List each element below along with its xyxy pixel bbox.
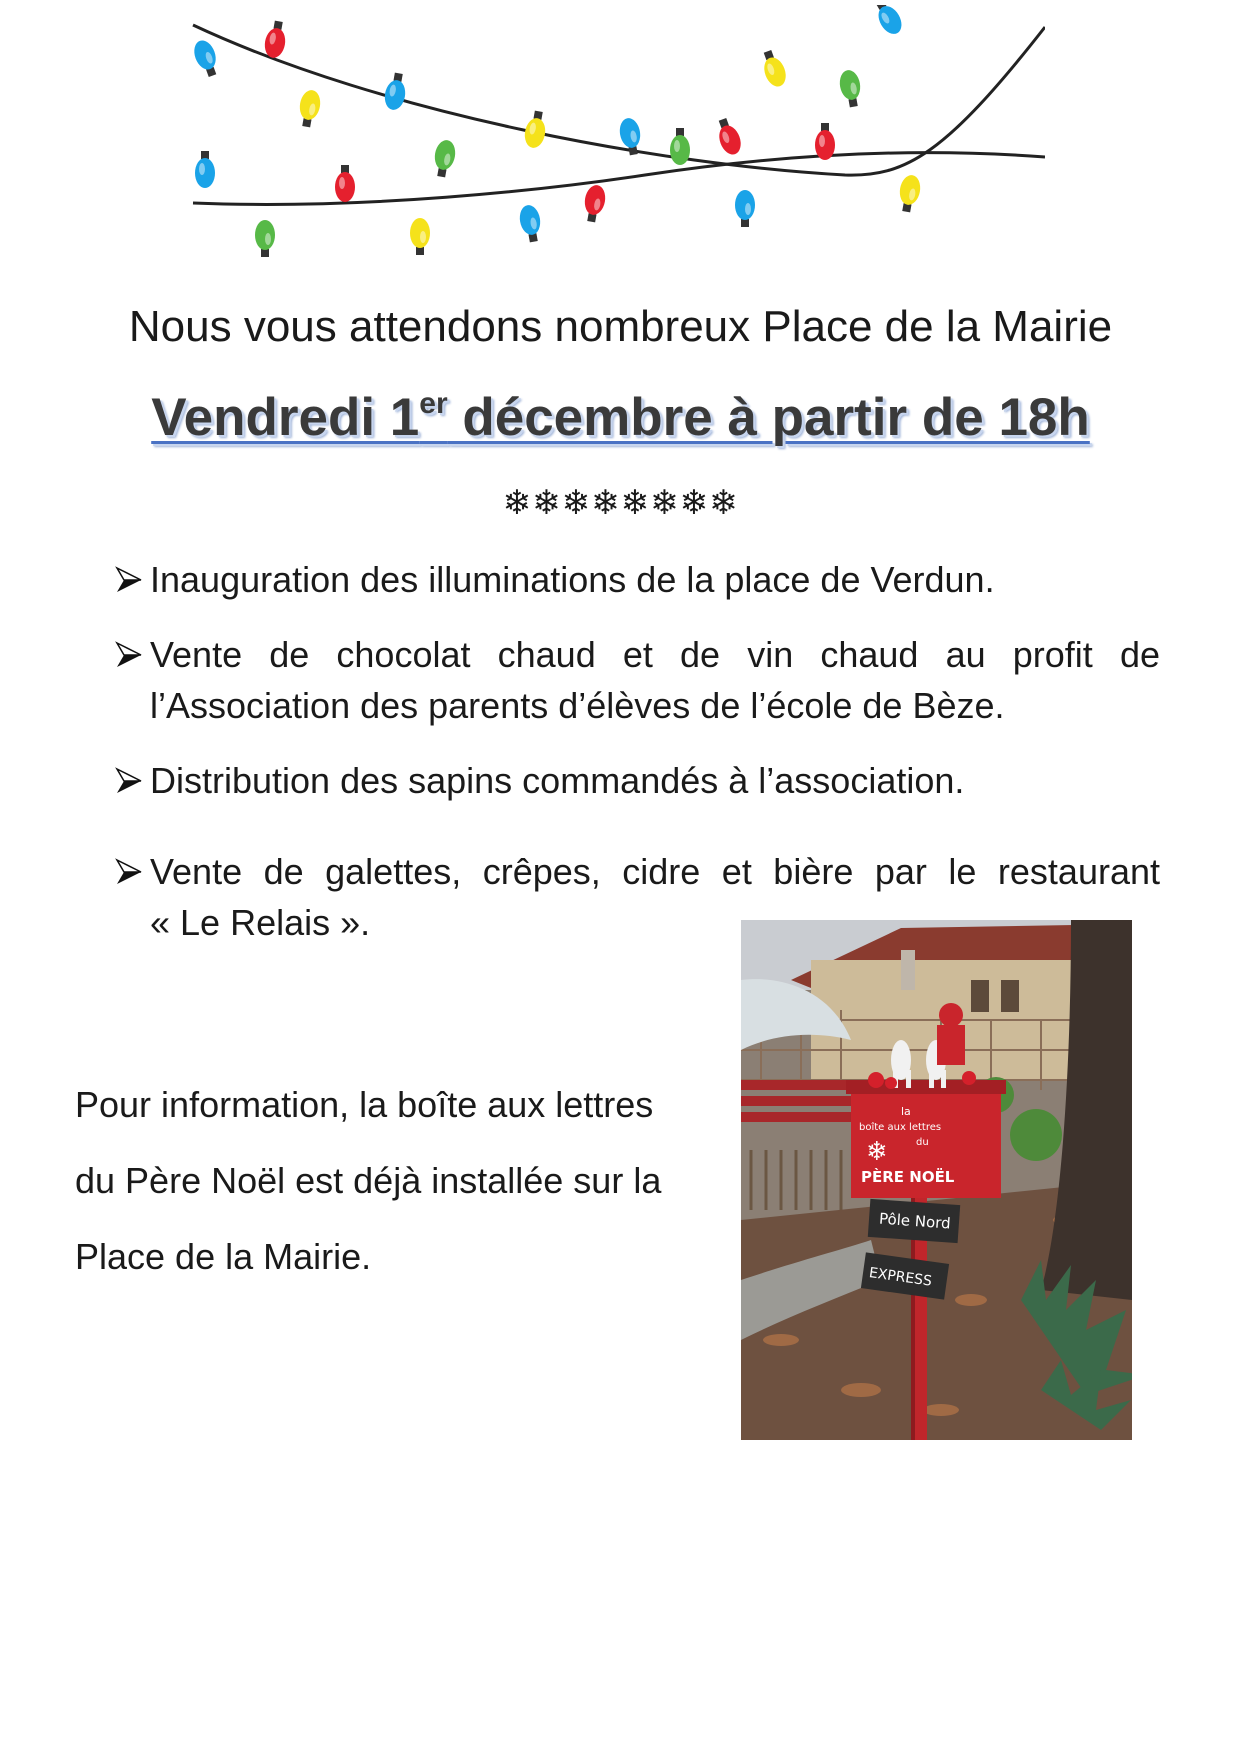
bullet-text: Distribution des sapins commandés à l’association.	[150, 760, 965, 801]
mailbox-text-pere-noel: PÈRE NOËL	[861, 1168, 955, 1186]
headline-day: Vendredi 1	[151, 388, 420, 447]
light-bulb-icon	[735, 190, 755, 227]
snowflake-divider: ❄❄❄❄❄❄❄❄	[502, 483, 739, 523]
bullet-text-line-2: « Le Relais ».	[150, 902, 371, 943]
light-bulb-icon	[431, 138, 457, 178]
light-bulb-icon	[713, 116, 744, 158]
sign-express: EXPRESS	[867, 1265, 933, 1290]
santa-mailbox-photo	[741, 920, 1132, 1440]
mailbox-text-la: la	[901, 1105, 911, 1118]
sign-pole-nord: Pôle Nord	[878, 1209, 952, 1233]
light-bulb-icon	[296, 88, 322, 128]
light-bulb-icon	[190, 37, 221, 79]
mailbox-text-boite: boîte aux lettres	[859, 1122, 942, 1133]
bullet-item	[115, 755, 1160, 806]
arrow-bullet-icon	[115, 554, 149, 594]
info-line: du Père Noël est déjà installée sur la	[75, 1160, 662, 1201]
light-bulb-icon	[815, 123, 835, 160]
headline-rest: décembre à partir de 18h	[447, 388, 1090, 447]
event-date-headline	[0, 383, 1241, 453]
arrow-bullet-icon	[115, 755, 149, 795]
bullet-item	[115, 554, 1160, 605]
bullet-item	[115, 629, 1160, 731]
light-bulb-icon	[870, 5, 906, 38]
light-bulb-icon	[581, 183, 607, 223]
light-bulb-icon	[896, 173, 922, 213]
arrow-bullet-icon	[115, 846, 149, 886]
light-bulb-icon	[335, 165, 355, 202]
info-line: Pour information, la boîte aux lettres	[75, 1084, 654, 1125]
light-bulb-icon	[410, 218, 430, 255]
light-bulb-icon	[518, 203, 544, 243]
snowflake-icon: ❄	[866, 1137, 888, 1167]
arrow-bullet-icon	[115, 629, 149, 669]
info-line: Place de la Mairie.	[75, 1236, 372, 1277]
bullet-text-line-1: Vente de galettes, crêpes, cidre et bière par le restaurant	[150, 851, 1160, 892]
light-bulb-icon	[255, 220, 275, 257]
light-bulb-icon	[523, 110, 549, 150]
light-bulb-icon	[758, 48, 789, 90]
headline-ordinal: er	[419, 387, 448, 420]
bullet-text: Inauguration des illuminations de la place de Verdun.	[150, 559, 995, 600]
light-bulb-icon	[838, 68, 864, 108]
info-paragraph	[75, 1067, 715, 1295]
mailbox-text-du: du	[916, 1137, 929, 1148]
light-bulb-icon	[383, 72, 409, 112]
intro-text: Nous vous attendons nombreux Place de la Mairie	[128, 302, 1113, 351]
string-lights-illustration	[185, 5, 1045, 260]
bullet-text-line-2: l’Association des parents d’élèves de l’école de Bèze.	[150, 685, 1005, 726]
light-bulb-icon	[670, 128, 690, 165]
light-bulb-icon	[263, 20, 289, 60]
light-bulb-icon	[195, 151, 215, 188]
bullet-text-line-1: Vente de chocolat chaud et de vin chaud au profit de	[150, 634, 1160, 675]
